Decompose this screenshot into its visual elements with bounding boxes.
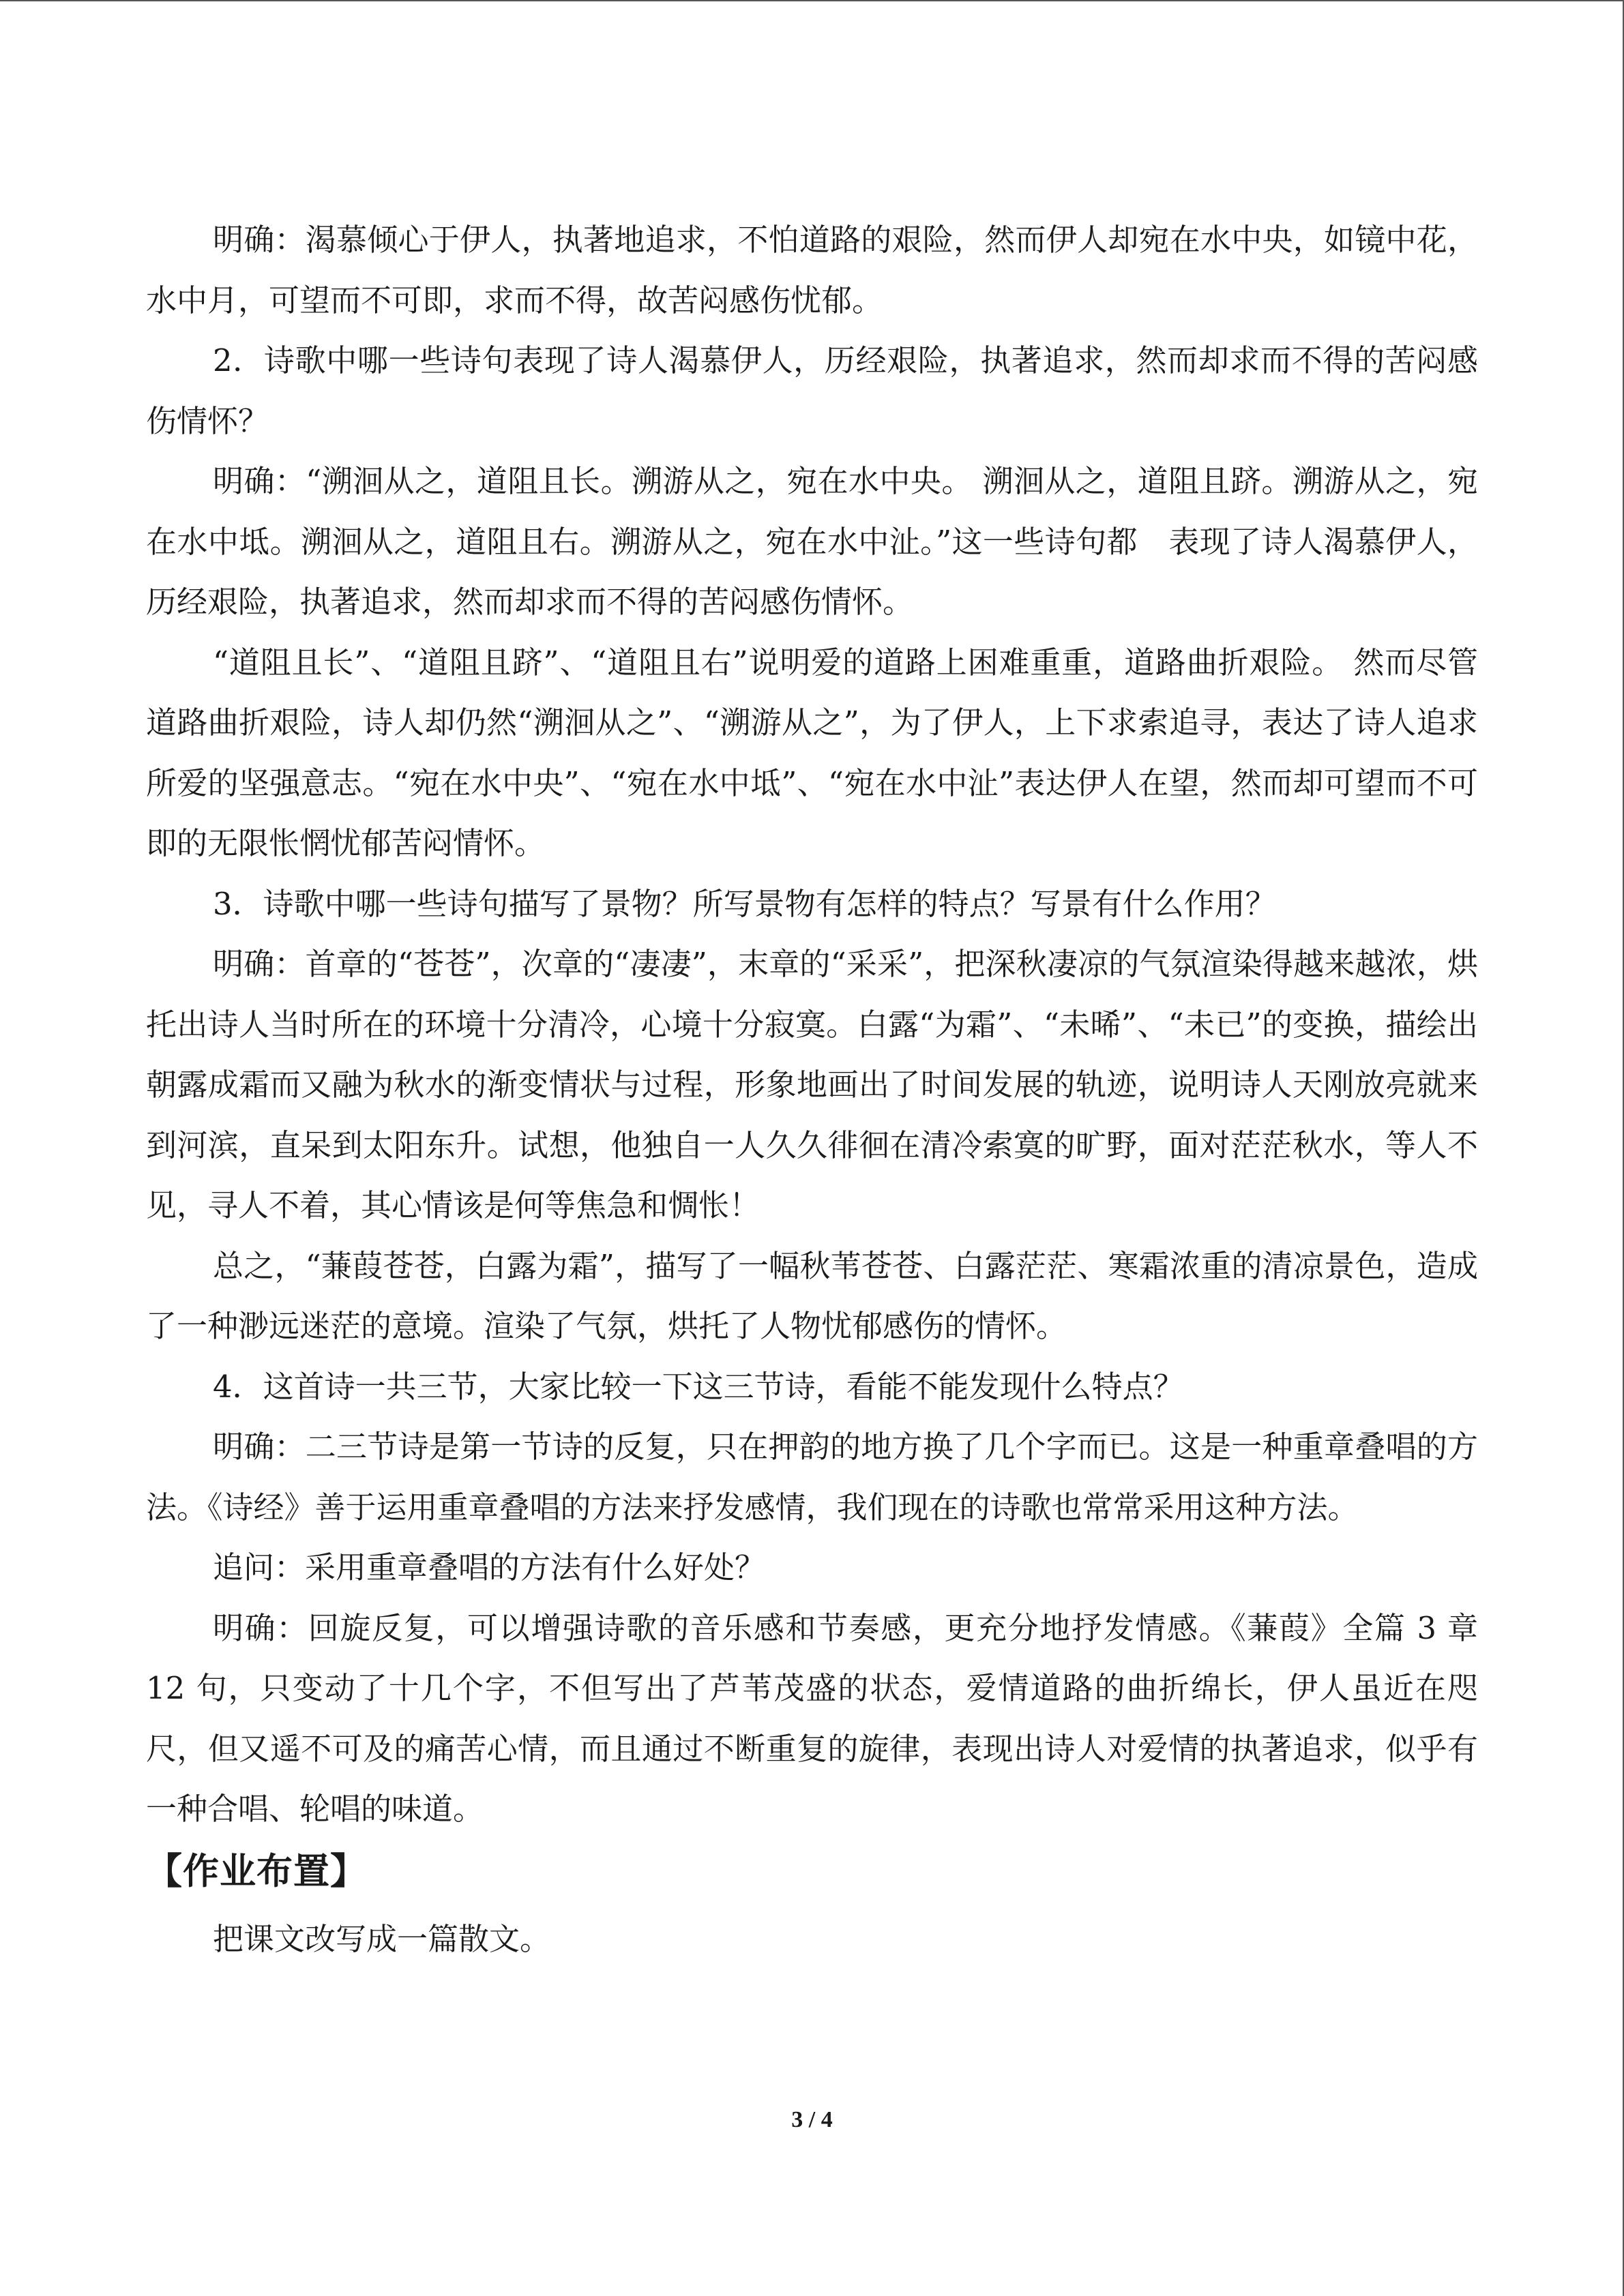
spacer (146, 1904, 1478, 1909)
lesson-content (146, 210, 1478, 1969)
answer-paragraph-5: 明确：回旋反复，可以增强诗歌的音乐感和节奏感，更充分地抒发情感。《蒹葭》全篇 3 章 12 句，只变动了十几个字，不但写出了芦苇茂盛的状态，爱情道路的曲折绵长，伊人虽近在咫尺，但又遥不可及的痛苦心情，而且通过不断重复的旋律，表现出诗人对爱情的执著追求，似乎有一种合唱、轮唱的味道。 (146, 1609, 1478, 1827)
question-2: 2．诗歌中哪一些诗句表现了诗人渴慕伊人，历经艰险，执著追求，然而却求而不得的苦闷感伤情怀？ (146, 342, 1478, 439)
summary-paragraph: 总之，“蒹葭苍苍，白露为霜”，描写了一幅秋苇苍苍、白露茫茫、寒霜浓重的清凉景色，造成了一种渺远迷茫的意境。渲染了气氛，烘托了人物忧郁感伤的情怀。 (146, 1247, 1478, 1344)
page-number: 3 / 4 (791, 2107, 833, 2132)
question-3: 3．诗歌中哪一些诗句描写了景物？所写景物有怎样的特点？写景有什么作用？ (213, 885, 1276, 922)
homework-heading: 【作业布置】 (146, 1850, 367, 1892)
analysis-paragraph: “道阻且长”、“道阻且跻”、“道阻且右”说明爱的道路上困难重重，道路曲折艰险。 然而尽管道路曲折艰险，诗人却仍然“溯洄从之”、“溯游从之”，为了伊人，上下求索追寻，表达了诗人追求所爱的坚强意志。“宛在水中央”、“宛在水中坻”、“宛在水中沚”表达伊人在望，然而却可望而不可即的无限怅惘忧郁苦闷情怀。 (146, 644, 1478, 861)
follow-up-question: 追问：采用重章叠唱的方法有什么好处？ (213, 1549, 766, 1585)
answer-paragraph-1: 明确：渴慕倾心于伊人，执著地追求，不怕道路的艰险，然而伊人却宛在水中央，如镜中花，水中月，可望而不可即，求而不得，故苦闷感伤忧郁。 (146, 222, 1478, 318)
homework-text: 把课文改写成一篇散文。 (213, 1920, 551, 1957)
answer-paragraph-3: 明确：首章的“苍苍”，次章的“凄凄”，末章的“采采”，把深秋凄凉的气氛渲染得越来越浓，烘托出诗人当时所在的环境十分清冷，心境十分寂寞。白露“为霜”、“未晞”、“未已”的变换，描绘出朝露成霜而又融为秋水的渐变情状与过程，形象地画出了时间发展的轨迹，说明诗人天刚放亮就来到河滨，直呆到太阳东升。试想，他独自一人久久徘徊在清冷索寞的旷野，面对茫茫秋水，等人不见，寻人不着，其心情该是何等焦急和惆怅！ (146, 946, 1478, 1223)
answer-paragraph-2: 明确：“溯洄从之，道阻且长。溯游从之，宛在水中央。 溯洄从之，道阻且跻。溯游从之，宛在水中坻。溯洄从之，道阻且右。溯游从之，宛在水中沚。”这一些诗句都 表现了诗人渴慕伊人，历经艰险，执著追求，然而却求而不得的苦闷感伤情怀。 (146, 463, 1478, 620)
question-4: 4．这首诗一共三节，大家比较一下这三节诗，看能不能发现什么特点？ (213, 1368, 1184, 1405)
answer-paragraph-4: 明确：二三节诗是第一节诗的反复，只在押韵的地方换了几个字而已。这是一种重章叠唱的方法。《诗经》善于运用重章叠唱的方法来抒发感情，我们现在的诗歌也常常采用这种方法。 (146, 1429, 1478, 1525)
